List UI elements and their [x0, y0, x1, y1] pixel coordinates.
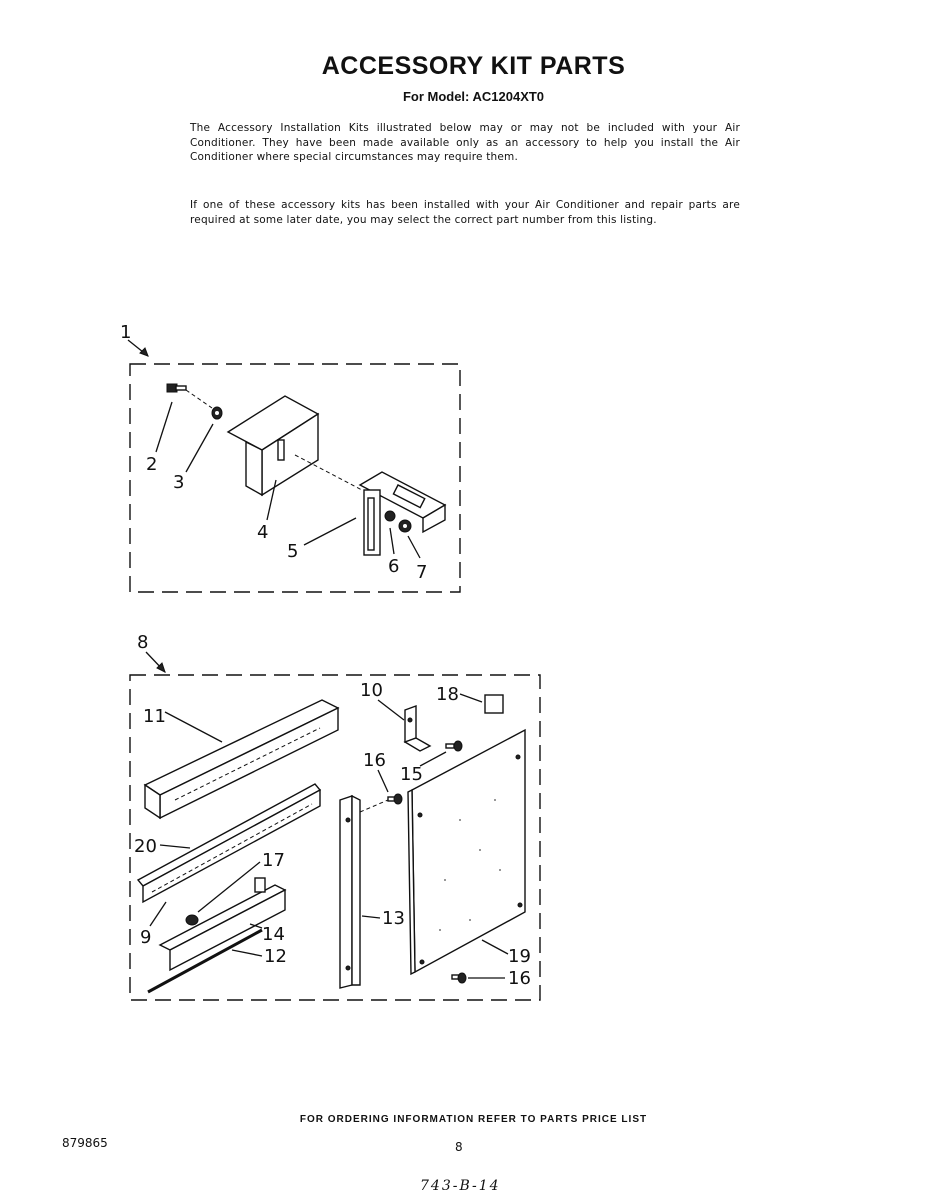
screw-icon-16b	[452, 973, 466, 983]
document-number: 879865	[62, 1136, 108, 1150]
label-17: 17	[262, 850, 285, 871]
label-10: 10	[360, 680, 383, 701]
handwritten-code: 743-B-14	[420, 1178, 501, 1194]
label-2: 2	[146, 454, 158, 475]
screw-icon	[167, 384, 186, 392]
washer-icon	[212, 407, 222, 419]
intro-paragraph-1: The Accessory Installation Kits illustrated below may or may not be included with your Air Conditioner. They have been made available only as an accessory to help you install the Air Conditioner where special circumstances may require them.	[190, 122, 740, 163]
foam-pad-icon	[485, 695, 503, 713]
mounting-bracket-icon	[360, 472, 445, 555]
angle-bracket-icon	[405, 706, 430, 751]
label-19: 19	[508, 946, 531, 967]
side-panel-icon	[408, 730, 525, 974]
label-12: 12	[264, 946, 287, 967]
ordering-note: FOR ORDERING INFORMATION REFER TO PARTS PRICE LIST	[299, 1114, 648, 1125]
label-9: 9	[140, 927, 152, 948]
label-7: 7	[416, 562, 428, 583]
label-4: 4	[257, 522, 269, 543]
label-15: 15	[400, 764, 423, 785]
screw-icon-16	[388, 794, 402, 804]
label-14: 14	[262, 924, 285, 945]
label-6: 6	[388, 556, 400, 577]
label-13: 13	[382, 908, 405, 929]
label-20: 20	[134, 836, 157, 857]
page-number: 8	[455, 1140, 463, 1154]
kit1-callout: 1	[120, 322, 132, 343]
page-title: ACCESSORY KIT PARTS	[321, 52, 626, 80]
label-11: 11	[143, 706, 166, 727]
label-16: 16	[363, 750, 386, 771]
label-3: 3	[173, 472, 185, 493]
model-subtitle: For Model: AC1204XT0	[402, 89, 545, 104]
vertical-angle-icon	[340, 796, 360, 988]
kit2-callout: 8	[137, 632, 149, 653]
screw-icon-15	[446, 741, 462, 751]
label-5: 5	[287, 541, 299, 562]
label-16b: 16	[508, 968, 531, 989]
intro-paragraph-2: If one of these accessory kits has been installed with your Air Conditioner and repair parts are required at some later date, you may select the correct part number from this listing.	[190, 199, 740, 226]
bracket-cover-icon	[228, 396, 318, 495]
label-18: 18	[436, 684, 459, 705]
